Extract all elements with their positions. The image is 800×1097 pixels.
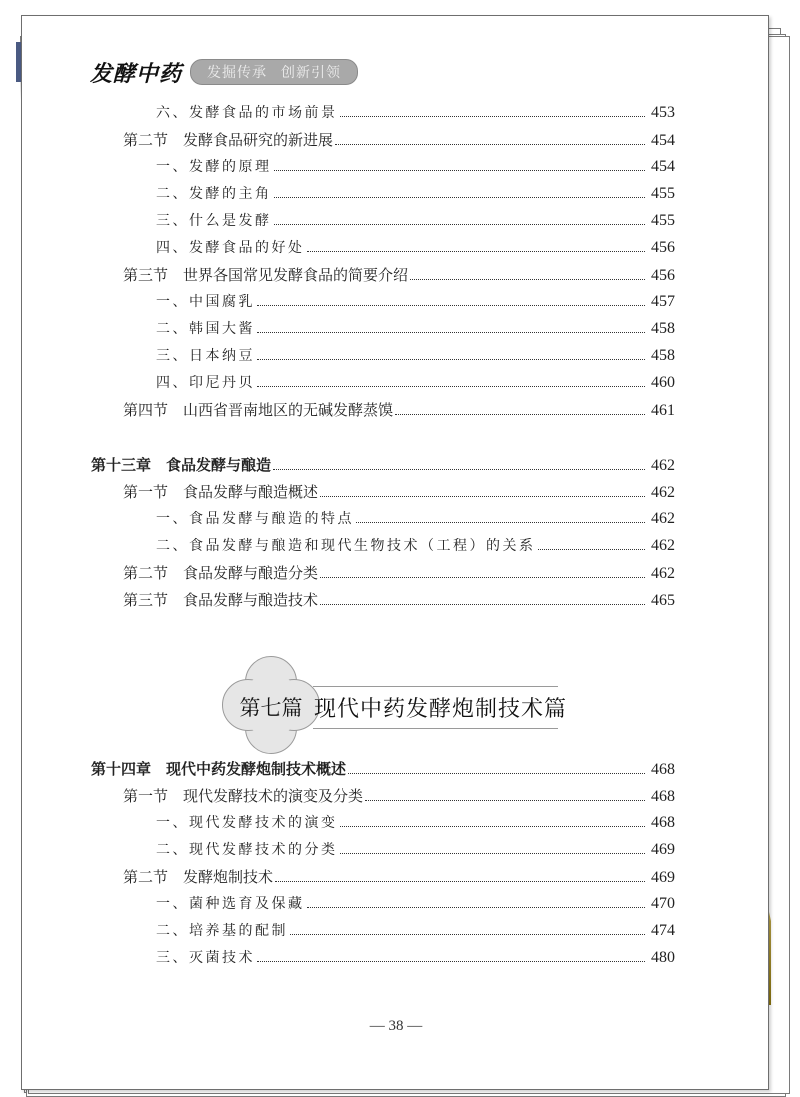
dot-leader: [273, 468, 645, 470]
toc-entry-title: 第二节 食品发酵与酿造分类: [123, 564, 319, 582]
toc-entry[interactable]: [156, 535, 675, 557]
toc-entry-page: 461: [651, 402, 675, 419]
divider: [313, 728, 558, 729]
toc-entry-title: 一、现代发酵技术的演变: [156, 815, 338, 831]
toc-entry[interactable]: [91, 454, 675, 476]
document-page: [21, 15, 769, 1090]
toc-entry[interactable]: [123, 562, 675, 584]
toc-entry-title: 第一节 食品发酵与酿造概述: [123, 483, 319, 501]
toc-entry-title: 二、韩国大酱: [156, 321, 255, 337]
toc-entry-title: 第三节 食品发酵与酿造技术: [123, 591, 319, 609]
toc-entry-title: 三、什么是发酵: [156, 213, 272, 229]
dot-leader: [307, 250, 646, 252]
toc-entry[interactable]: [123, 264, 675, 286]
toc-entry-page: 462: [651, 484, 675, 501]
toc-entry-title: 第一节 现代发酵技术的演变及分类: [123, 787, 364, 805]
toc-entry-page: 468: [651, 788, 675, 805]
dot-leader: [365, 799, 645, 801]
toc-entry[interactable]: [156, 372, 675, 394]
toc-entry[interactable]: [156, 345, 675, 367]
dot-leader: [340, 115, 646, 117]
dot-leader: [335, 143, 645, 145]
dot-leader: [410, 278, 645, 280]
dot-leader: [356, 521, 645, 523]
toc-entry-title: 二、培养基的配制: [156, 923, 288, 939]
dot-leader: [257, 960, 645, 962]
toc-entry-page: 457: [651, 293, 675, 310]
slogan-part: 创新引领: [281, 65, 342, 81]
toc-entry-page: 456: [651, 239, 675, 256]
toc-entry[interactable]: [123, 129, 675, 151]
toc-entry-page: 462: [651, 537, 675, 554]
toc-entry[interactable]: [156, 102, 675, 124]
toc-entry-page: 462: [651, 565, 675, 582]
toc-entry[interactable]: [123, 866, 675, 888]
page-number: — 38 —: [369, 1018, 423, 1034]
toc-entry-page: 458: [651, 320, 675, 337]
toc-entry-page: 468: [651, 761, 675, 778]
toc-entry[interactable]: [156, 291, 675, 313]
divider: [313, 686, 558, 687]
toc-entry-title: 第十四章 现代中药发酵炮制技术概述: [91, 760, 347, 778]
part-banner: [222, 656, 568, 754]
toc-entry-title: 一、发酵的原理: [156, 159, 272, 175]
toc-entry-title: 四、印尼丹贝: [156, 375, 255, 391]
toc-entry-title: 一、菌种选育及保藏: [156, 896, 305, 912]
toc-entry-page: 455: [651, 185, 675, 202]
toc-entry-page: 468: [651, 814, 675, 831]
toc-entry-title: 一、中国腐乳: [156, 294, 255, 310]
slogan-banner: [190, 59, 358, 85]
toc-entry-page: 469: [651, 869, 675, 886]
toc-entry-title: 一、食品发酵与酿造的特点: [156, 511, 354, 527]
part-label: 第七篇: [239, 696, 303, 720]
toc-entry-title: 第三节 世界各国常见发酵食品的简要介绍: [123, 266, 409, 284]
dot-leader: [320, 603, 645, 605]
dot-leader: [257, 331, 645, 333]
dot-leader: [257, 385, 645, 387]
toc-entry[interactable]: [156, 156, 675, 178]
toc-entry[interactable]: [156, 508, 675, 530]
toc-entry[interactable]: [123, 399, 675, 421]
toc-entry-title: 三、日本纳豆: [156, 348, 255, 364]
toc-entry-page: 474: [651, 922, 675, 939]
toc-entry-title: 三、灭菌技术: [156, 950, 255, 966]
toc-entry-title: 二、食品发酵与酿造和现代生物技术（工程）的关系: [156, 538, 536, 554]
toc-entry-page: 454: [651, 132, 675, 149]
toc-entry-page: 462: [651, 457, 675, 474]
part-title: 现代中药发酵炮制技术篇: [314, 697, 568, 722]
toc-entry-page: 465: [651, 592, 675, 609]
toc-entry-title: 第二节 发酵炮制技术: [123, 868, 274, 886]
dot-leader: [274, 169, 646, 171]
toc-entry-title: 第二节 发酵食品研究的新进展: [123, 131, 334, 149]
toc-entry-title: 四、发酵食品的好处: [156, 240, 305, 256]
toc-entry[interactable]: [156, 183, 675, 205]
toc-entry-page: 456: [651, 267, 675, 284]
dot-leader: [340, 825, 646, 827]
dot-leader: [395, 413, 645, 415]
slogan-part: 发掘传承: [207, 65, 268, 81]
dot-leader: [257, 304, 645, 306]
toc-entry-page: 453: [651, 104, 675, 121]
dot-leader: [320, 576, 645, 578]
toc-entry-page: 462: [651, 510, 675, 527]
book-title: 发酵中药: [90, 60, 183, 87]
dot-leader: [274, 196, 646, 198]
toc-entry[interactable]: [156, 237, 675, 259]
toc-entry-page: 470: [651, 895, 675, 912]
toc-entry[interactable]: [156, 920, 675, 942]
toc-entry-page: 469: [651, 841, 675, 858]
toc-entry-page: 480: [651, 949, 675, 966]
toc-entry[interactable]: [123, 481, 675, 503]
toc-entry[interactable]: [123, 785, 675, 807]
toc-entry-page: 458: [651, 347, 675, 364]
dot-leader: [307, 906, 646, 908]
toc-entry-title: 六、发酵食品的市场前景: [156, 105, 338, 121]
dot-leader: [275, 880, 645, 882]
toc-entry[interactable]: [156, 318, 675, 340]
dot-leader: [257, 358, 645, 360]
toc-entry-page: 454: [651, 158, 675, 175]
toc-entry-page: 455: [651, 212, 675, 229]
dot-leader: [340, 852, 646, 854]
toc-entry[interactable]: [156, 893, 675, 915]
toc-entry[interactable]: [123, 589, 675, 611]
toc-entry[interactable]: [156, 839, 675, 861]
toc-entry[interactable]: [156, 947, 675, 969]
dot-leader: [538, 548, 646, 550]
toc-entry-page: 460: [651, 374, 675, 391]
toc-entry-title: 二、发酵的主角: [156, 186, 272, 202]
toc-entry[interactable]: [156, 812, 675, 834]
toc-entry-title: 第十三章 食品发酵与酿造: [91, 456, 272, 474]
toc-entry-title: 第四节 山西省晋南地区的无碱发酵蒸馍: [123, 401, 394, 419]
toc-entry[interactable]: [91, 758, 675, 780]
dot-leader: [274, 223, 646, 225]
toc-entry-title: 二、现代发酵技术的分类: [156, 842, 338, 858]
toc-entry[interactable]: [156, 210, 675, 232]
dot-leader: [348, 772, 645, 774]
running-header: [90, 55, 358, 89]
dot-leader: [290, 933, 645, 935]
dot-leader: [320, 495, 645, 497]
